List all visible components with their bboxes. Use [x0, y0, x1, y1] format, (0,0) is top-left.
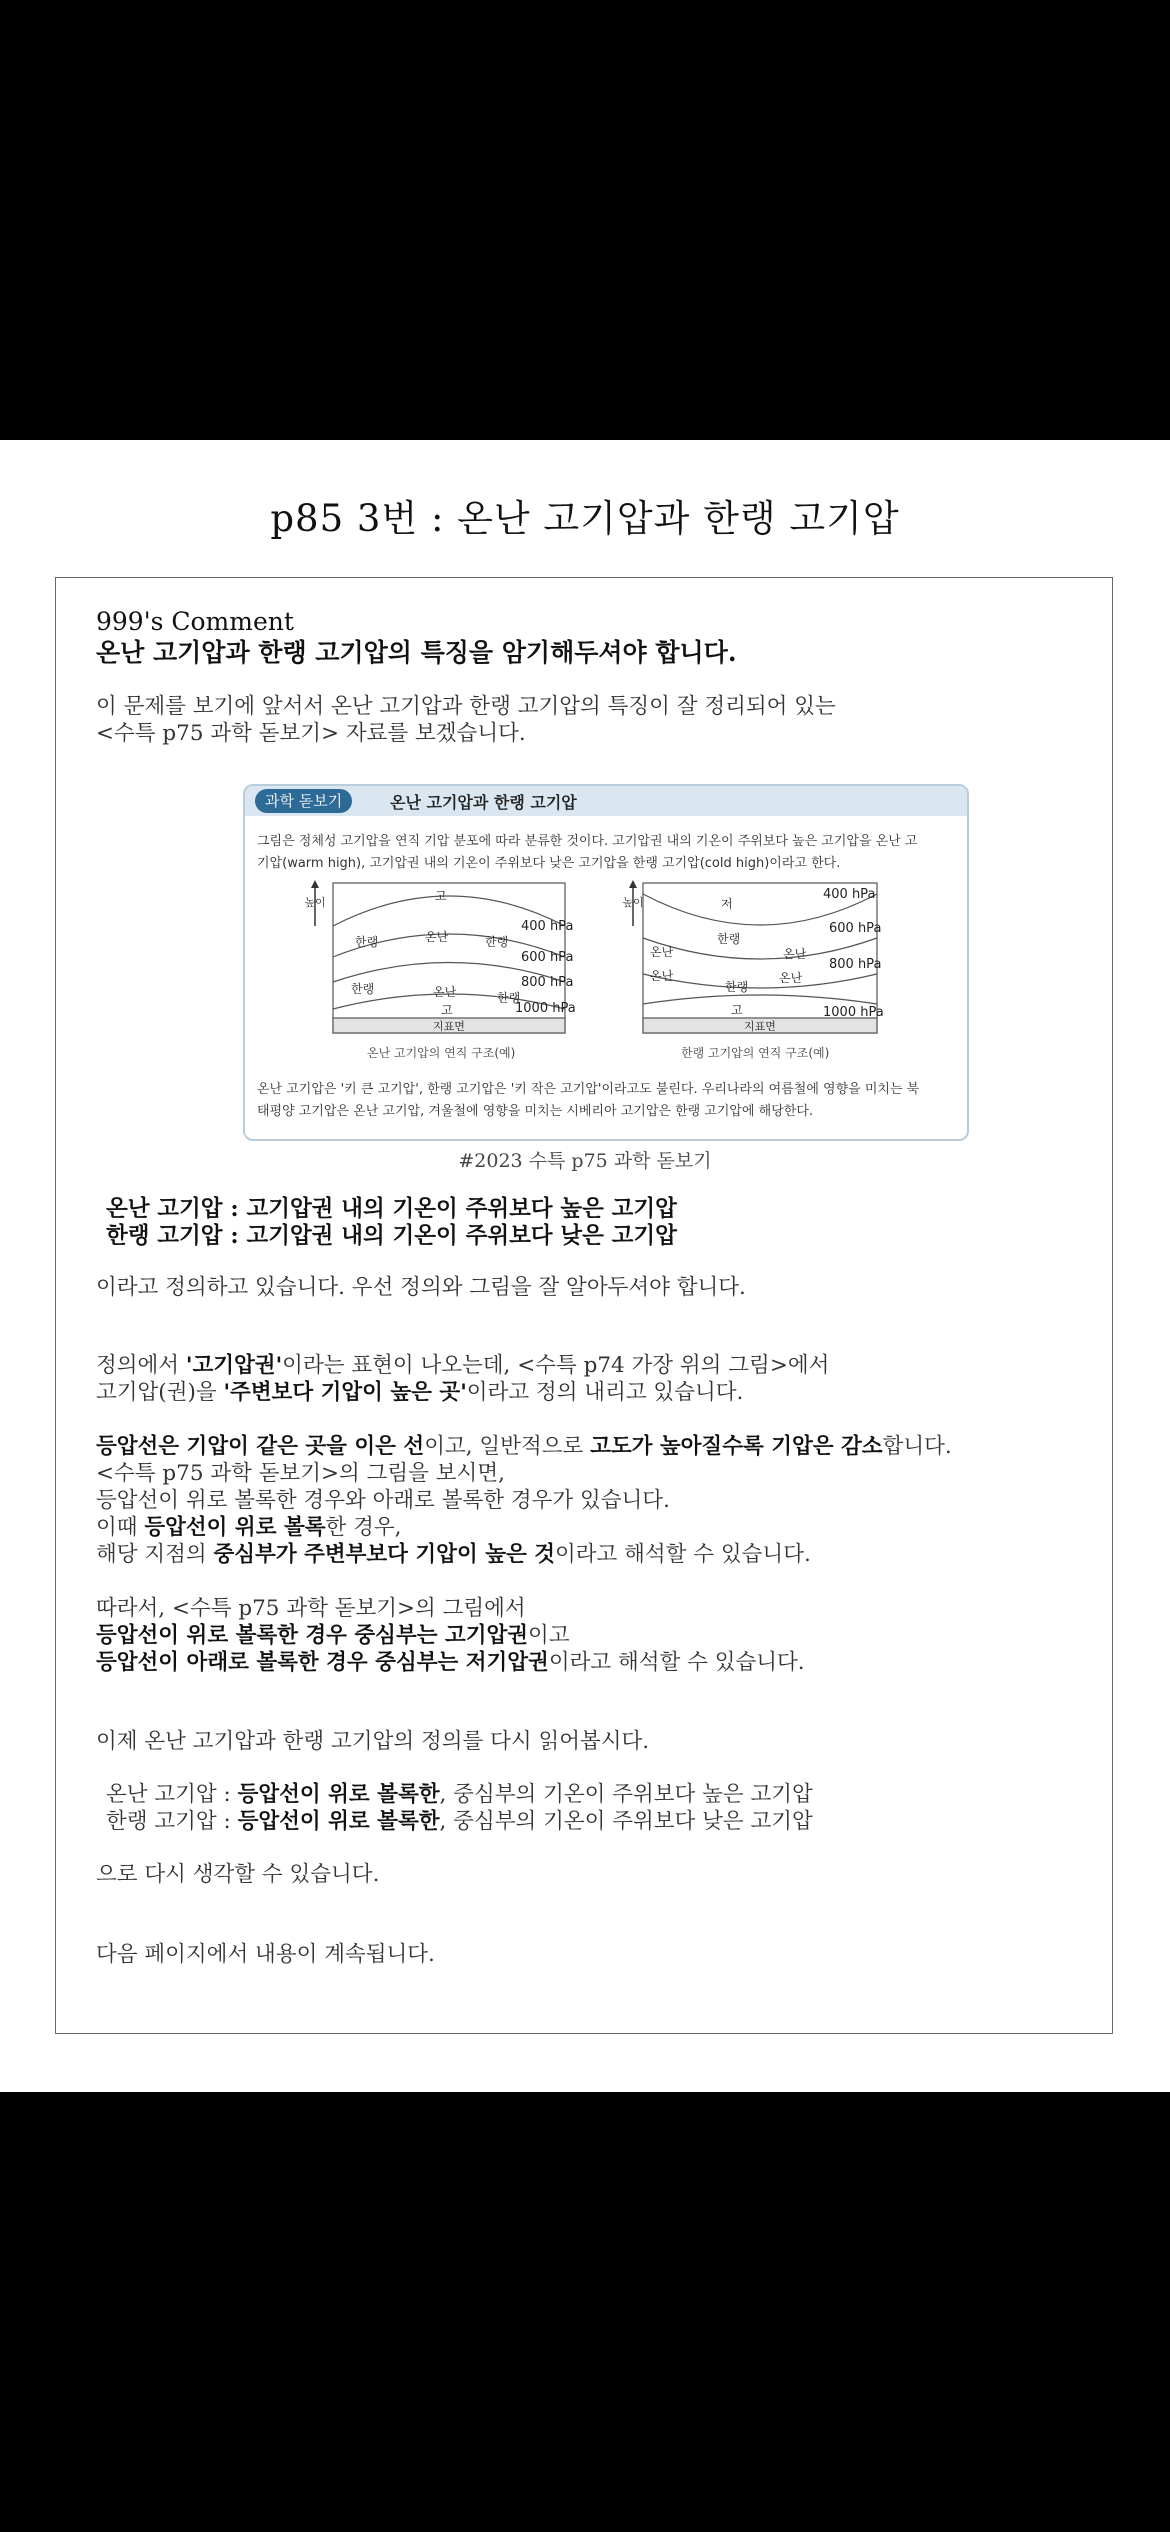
warm-side-ll: 한랭	[351, 982, 375, 996]
para2-line-2: <수특 p75 과학 돋보기>의 그림을 보시면,	[96, 1461, 505, 1486]
para2-line-3: 등압선이 위로 볼록한 경우와 아래로 볼록한 경우가 있습니다.	[96, 1488, 670, 1513]
ground-label-left: 지표면	[433, 1020, 465, 1033]
ground-label-right: 지표면	[744, 1020, 776, 1033]
height-label-right: 높이	[622, 896, 644, 909]
comment-subheading: 온난 고기압과 한랭 고기압의 특징을 암기해두셔야 합니다.	[96, 638, 737, 667]
figure-note-2: 태평양 고기압은 온난 고기압, 겨울철에 영향을 미치는 시베리아 고기압은 한랭 고기압에 해당한다.	[257, 1104, 814, 1119]
cold-center-top: 저	[721, 897, 733, 911]
after-definition: 이라고 정의하고 있습니다. 우선 정의와 그림을 잘 알아두셔야 합니다.	[96, 1275, 746, 1300]
definition-cold: 한랭 고기압 : 고기압권 내의 기온이 주위보다 낮은 고기압	[106, 1223, 677, 1249]
continued-note: 다음 페이지에서 내용이 계속됩니다.	[96, 1942, 435, 1967]
height-label-left: 높이	[304, 896, 326, 909]
intro-line-2: <수특 p75 과학 돋보기> 자료를 보겠습니다.	[96, 721, 526, 746]
page-title: p85 3번 : 온난 고기압과 한랭 고기압	[270, 497, 900, 540]
cold-caption: 한랭 고기압의 연직 구조(예)	[681, 1046, 830, 1060]
cold-side-ul: 온난	[650, 945, 674, 959]
para3-line-1: 따라서, <수특 p75 과학 돋보기>의 그림에서	[96, 1596, 526, 1621]
para2-line-5: 해당 지점의 중심부가 주변부보다 기압이 높은 것이라고 해석할 수 있습니다.	[96, 1542, 811, 1567]
cold-isobar-600: 600 hPa	[829, 921, 882, 936]
redefinition-cold: 한랭 고기압 : 등압선이 위로 볼록한, 중심부의 기온이 주위보다 낮은 고기압	[106, 1809, 813, 1834]
warm-isobar-600: 600 hPa	[521, 950, 574, 965]
figure-desc-1: 그림은 정체성 고기압을 연직 기압 분포에 따라 분류한 것이다. 고기압권 내의 기온이 주위보다 높은 고기압을 온난 고	[257, 834, 918, 849]
warm-high-diagram	[304, 880, 575, 1033]
para1-line-1: 정의에서 '고기압권'이라는 표현이 나오는데, <수특 p74 가장 위의 그림>에서	[96, 1353, 830, 1378]
figure-badge: 과학 돋보기	[255, 789, 352, 813]
cold-isobar-1000: 1000 hPa	[823, 1005, 884, 1020]
cold-isobar-400: 400 hPa	[823, 887, 876, 902]
warm-center-bottom: 온난	[433, 985, 457, 999]
warm-center-top: 고	[435, 889, 447, 903]
cold-center-mid: 한랭	[717, 932, 741, 946]
warm-isobar-400: 400 hPa	[521, 919, 574, 934]
warm-center-mid: 온난	[425, 930, 449, 944]
science-figure	[243, 784, 969, 1141]
para2-line-4: 이때 등압선이 위로 볼록한 경우,	[96, 1515, 402, 1540]
cold-side-ur: 온난	[783, 947, 807, 961]
warm-isobar-800: 800 hPa	[521, 975, 574, 990]
warm-side-lr: 한랭	[497, 991, 521, 1005]
cold-center-bottom: 한랭	[725, 980, 749, 994]
warm-caption: 온난 고기압의 연직 구조(예)	[367, 1046, 516, 1060]
para2-line-1: 등압선은 기압이 같은 곳을 이은 선이고, 일반적으로 고도가 높아질수록 기압은 감소합니다.	[96, 1434, 952, 1459]
figure-note-1: 온난 고기압은 '키 큰 고기압', 한랭 고기압은 '키 작은 고기압'이라고도 불린다. 우리나라의 여름철에 영향을 미치는 북	[257, 1082, 920, 1097]
warm-center-low: 고	[441, 1003, 453, 1017]
cold-side-lr: 온난	[779, 971, 803, 985]
redefinition-warm: 온난 고기압 : 등압선이 위로 볼록한, 중심부의 기온이 주위보다 높은 고기압	[106, 1782, 813, 1807]
figure-desc-2: 기압(warm high), 고기압권 내의 기온이 주위보다 낮은 고기압을 한랭 고기압(cold high)이라고 한다.	[257, 856, 841, 871]
warm-side-ur: 한랭	[485, 935, 509, 949]
intro-line-1: 이 문제를 보기에 앞서서 온난 고기압과 한랭 고기압의 특징이 잘 정리되어 있는	[96, 694, 836, 719]
comment-heading: 999's Comment	[96, 607, 294, 636]
document-page	[0, 440, 1170, 2092]
figure-title: 온난 고기압과 한랭 고기압	[390, 793, 577, 812]
comment-box	[55, 577, 1113, 2034]
para5: 으로 다시 생각할 수 있습니다.	[96, 1862, 380, 1887]
cold-center-low: 고	[731, 1003, 743, 1017]
para4: 이제 온난 고기압과 한랭 고기압의 정의를 다시 읽어봅시다.	[96, 1729, 650, 1754]
cold-high-diagram	[622, 880, 883, 1033]
cold-side-ll: 온난	[650, 969, 674, 983]
warm-isobar-1000: 1000 hPa	[515, 1001, 576, 1016]
cold-isobar-800: 800 hPa	[829, 957, 882, 972]
para3-line-3: 등압선이 아래로 볼록한 경우 중심부는 저기압권이라고 해석할 수 있습니다.	[96, 1650, 805, 1675]
figure-source-caption: #2023 수특 p75 과학 돋보기	[458, 1150, 712, 1172]
para1-line-2: 고기압(권)을 '주변보다 기압이 높은 곳'이라고 정의 내리고 있습니다.	[96, 1380, 744, 1405]
warm-side-ul: 한랭	[355, 935, 379, 949]
para3-line-2: 등압선이 위로 볼록한 경우 중심부는 고기압권이고	[96, 1623, 570, 1648]
definition-warm: 온난 고기압 : 고기압권 내의 기온이 주위보다 높은 고기압	[106, 1196, 677, 1222]
